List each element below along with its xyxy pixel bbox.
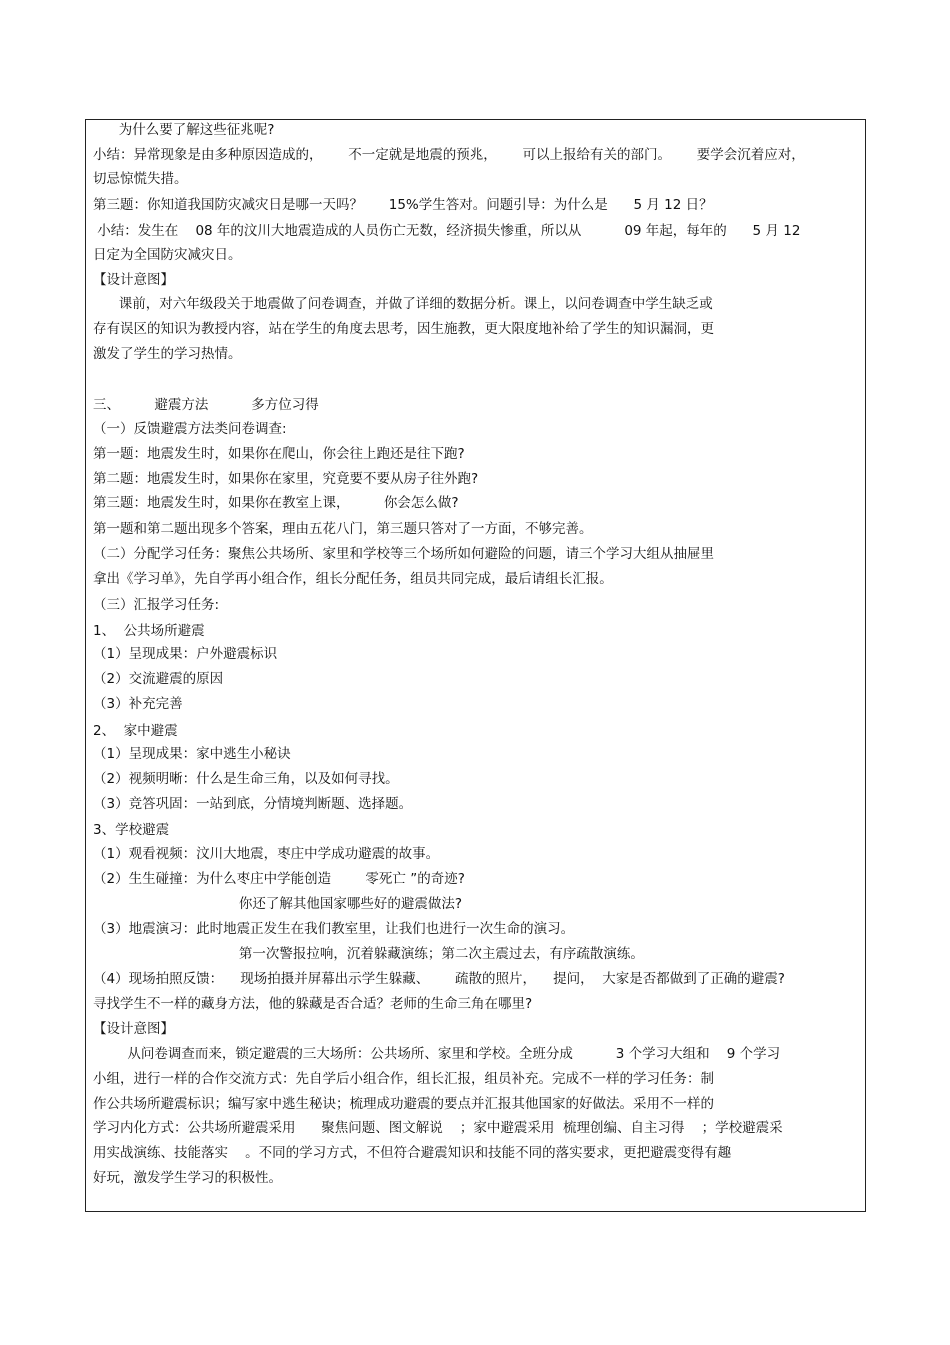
list-heading: 3、学校避震 xyxy=(93,822,170,838)
text-line: （一）反馈避震方法类问卷调查: xyxy=(93,421,287,437)
text-line: 拿出《学习单》，先自学再小组合作，组长分配任务，组员共同完成，最后请组长汇报。 xyxy=(93,571,613,587)
list-item: （4）现场拍照反馈： 现场拍摄并屏幕出示学生躲藏、 疏散的照片， 提问， 大家是否都做到了正确的避震? xyxy=(93,971,785,987)
section-heading: 【设计意图】 xyxy=(93,272,174,288)
text-line: 用实战演练、技能落实 。不同的学习方式，不但符合避震知识和技能不同的落实要求，更把避震变得有趣 xyxy=(93,1145,732,1161)
text-line: （三）汇报学习任务: xyxy=(93,597,220,613)
text-line: 第一题和第二题出现多个答案，理由五花八门，第三题只答对了一方面，不够完善。 xyxy=(93,521,593,537)
text-line: 第二题：地震发生时，如果你在家里，究竟要不要从房子往外跑? xyxy=(93,471,479,487)
text-line: 你还了解其他国家哪些好的避震做法? xyxy=(93,896,463,912)
text-line: 小结：发生在 08 年的汶川大地震造成的人员伤亡无数，经济损失惨重，所以从 09 年起，每年的 5 月 12 xyxy=(93,223,801,239)
text-line: 小组，进行一样的合作交流方式：先自学后小组合作，组长汇报，组员补充。完成不一样的学习任务：制 xyxy=(93,1071,714,1087)
text-line: 第一题：地震发生时，如果你在爬山，你会往上跑还是往下跑? xyxy=(93,446,465,462)
list-item: （3）地震演习：此时地震正发生在我们教室里，让我们也进行一次生命的演习。 xyxy=(93,921,575,937)
list-item: （3）补充完善 xyxy=(93,696,183,712)
text-line: 从问卷调查而来，锁定避震的三大场所：公共场所、家里和学校。全班分成 3 个学习大组和 9 个学习 xyxy=(93,1046,781,1062)
list-heading: 2、 家中避震 xyxy=(93,723,178,739)
text-line: 寻找学生不一样的藏身方法，他的躲藏是否合适？老师的生命三角在哪里? xyxy=(93,996,533,1012)
text-line: 小结：异常现象是由多种原因造成的， 不一定就是地震的预兆， 可以上报给有关的部门。 要学会沉着应对， xyxy=(93,147,805,163)
text-line: 存有误区的知识为教授内容，站在学生的角度去思考，因生施教，更大限度地补给了学生的知识漏洞，更 xyxy=(93,321,714,337)
list-item: （2）生生碰撞：为什么枣庄中学能创造 零死亡 ”的奇迹? xyxy=(93,871,465,887)
list-heading: 1、 公共场所避震 xyxy=(93,623,205,639)
text-line: 好玩，激发学生学习的积极性。 xyxy=(93,1170,282,1186)
section-heading: 三、 避震方法 多方位习得 xyxy=(93,397,319,413)
text-line: 切忌惊慌失措。 xyxy=(93,171,188,187)
list-item: （1）呈现成果：户外避震标识 xyxy=(93,646,278,662)
text-line: 学习内化方式：公共场所避震采用 聚焦问题、图文解说 ；家中避震采用 梳理创编、自主习得 ；学校避震采 xyxy=(93,1120,783,1136)
text-line: 为什么要了解这些征兆呢? xyxy=(93,122,275,138)
text-line: 第三题：地震发生时，如果你在教室上课， 你会怎么做? xyxy=(93,495,459,511)
text-line: 第三题：你知道我国防灾减灾日是哪一天吗？ 15%学生答对。问题引导：为什么是 5 月 12 日？ xyxy=(93,197,713,213)
text-line: 日定为全国防灾减灾日。 xyxy=(93,247,242,263)
list-item: （2）交流避震的原因 xyxy=(93,671,224,687)
text-line: 激发了学生的学习热情。 xyxy=(93,346,242,362)
text-line: 作公共场所避震标识；编写家中逃生秘诀；梳理成功避震的要点并汇报其他国家的好做法。采用不一样的 xyxy=(93,1096,714,1112)
list-item: （3）竞答巩固：一站到底，分情境判断题、选择题。 xyxy=(93,796,413,812)
list-item: （2）视频明晰：什么是生命三角，以及如何寻找。 xyxy=(93,771,399,787)
text-line: 第一次警报拉响，沉着躲藏演练；第二次主震过去，有序疏散演练。 xyxy=(93,946,644,962)
list-item: （1）观看视频：汶川大地震，枣庄中学成功避震的故事。 xyxy=(93,846,440,862)
text-line: 课前，对六年级段关于地震做了问卷调查，并做了详细的数据分析。课上，以问卷调查中学生缺乏或 xyxy=(93,296,713,312)
text-line: （二）分配学习任务：聚焦公共场所、家里和学校等三个场所如何避险的问题，请三个学习大组从抽屉里 xyxy=(93,546,714,562)
list-item: （1）呈现成果：家中逃生小秘诀 xyxy=(93,746,291,762)
section-heading: 【设计意图】 xyxy=(93,1021,174,1037)
